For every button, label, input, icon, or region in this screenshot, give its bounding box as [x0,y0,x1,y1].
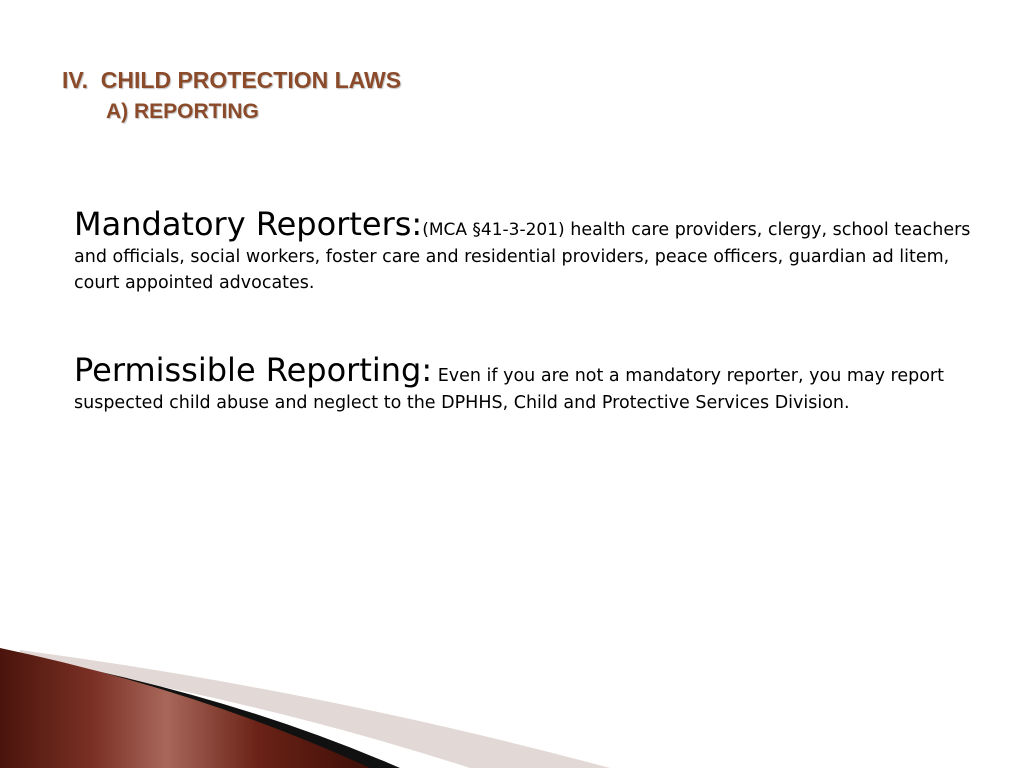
permissible-reporting-paragraph [74,350,974,416]
grey-swoosh-stripe [20,650,610,768]
mca-citation: (MCA §41-3-201) [422,220,565,240]
mandatory-reporters-paragraph [74,204,974,296]
title-line-1: IV. CHILD PROTECTION LAWS [62,67,402,93]
mandatory-reporters-body: health care providers, clergy, school teachers and officials, social workers, foster care and residential providers, peace officers, guardian ad litem, court appointed advocates. [74,220,971,293]
permissible-reporting-body: Even if you are not a mandatory reporter, you may report suspected child abuse and neglect to the DPHHS, Child and Protective Services Division. [74,366,944,413]
mandatory-reporters-heading: Mandatory Reporters: [74,205,423,243]
permissible-reporting-heading: Permissible Reporting: [74,351,433,389]
black-swoosh-stripe [0,652,400,768]
slide-title [62,64,401,128]
title-line-2: A) REPORTING [106,100,259,123]
slide-content [74,204,974,470]
maroon-swoosh [0,648,370,768]
